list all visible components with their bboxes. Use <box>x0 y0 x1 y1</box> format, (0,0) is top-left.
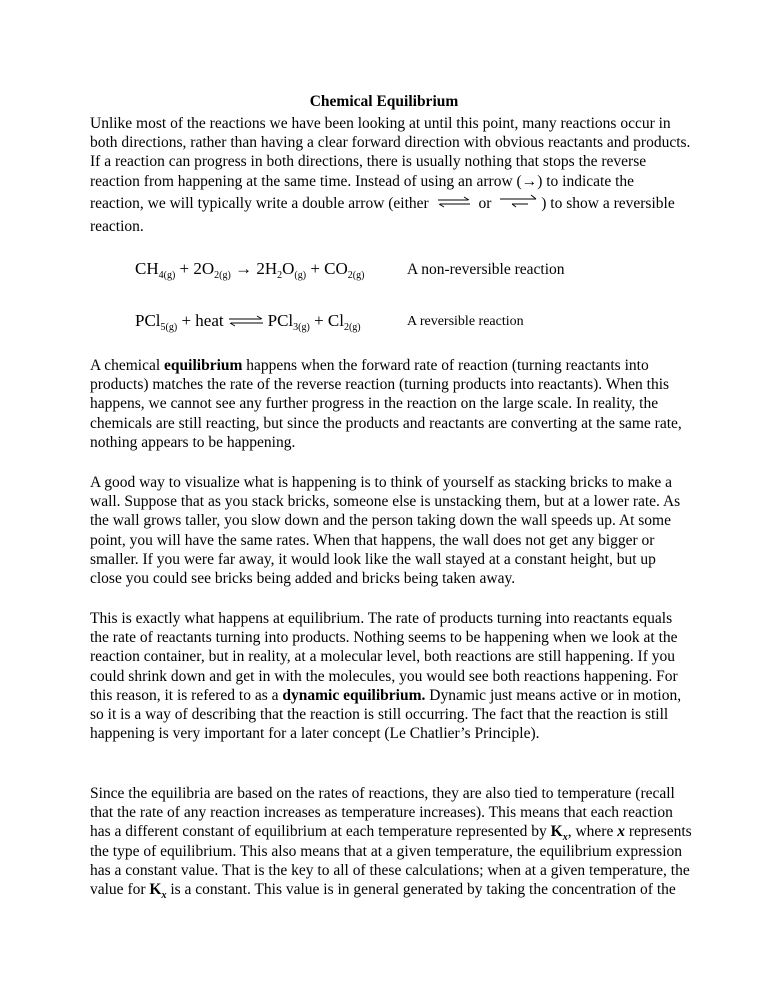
text-line: If a reaction can progress in both directions, there is usually nothing that stops the reverse <box>90 153 647 171</box>
text-line: This is exactly what happens at equilibrium. The rate of products turning into reactants equals <box>90 610 673 627</box>
constant-subscript: x <box>562 832 568 844</box>
intro-paragraph <box>90 114 690 236</box>
formula-part: + heat <box>177 311 224 330</box>
constant-symbol: K <box>550 823 563 841</box>
equation-label: A reversible reaction <box>407 314 524 329</box>
subscript: 2(g) <box>214 270 231 281</box>
text-line: could shrink down and get in with the molecules, you would see both reactions happening. For <box>90 667 678 685</box>
text-line: happening is very important for a later concept (Le Chatlier’s Principle). <box>90 725 540 743</box>
text-fragment: has a different constant of equilibrium at each temperature represented by <box>90 823 551 841</box>
text-line: so it is a way of describing that the reaction is still occurring. The fact that the reaction is still <box>90 705 669 723</box>
formula-part: + CO <box>306 259 348 278</box>
equation-non-reversible <box>135 259 364 279</box>
subscript: 2(g) <box>343 322 361 333</box>
text-fragment: this reason, it is refered to as a <box>90 686 283 704</box>
text-line <box>90 880 690 902</box>
text-line: products) matches the rate of the reverse reaction (turning products into reactants). When this <box>90 376 670 394</box>
text-fragment: reaction, we will typically write a double arrow (either <box>90 194 429 212</box>
equilibrium-arrow-icon <box>227 312 265 332</box>
text-line: reaction from happening at the same time. Instead of using an arrow (→) to indicate the <box>90 172 635 190</box>
text-line: the wall grows taller, you slow down and the person taking down the wall speeds up. At some <box>90 512 671 530</box>
text-line: wall. Suppose that as you stack bricks, someone else is unstacking them, but at a lower rate. As <box>90 493 681 511</box>
formula-part: CH <box>135 259 159 278</box>
dynamic-equilibrium-paragraph <box>90 609 690 743</box>
subscript: 5(g) <box>160 322 178 333</box>
text-line: A good way to visualize what is happening is to think of yourself as stacking bricks to make a <box>90 474 672 491</box>
subscript: 4(g) <box>158 270 176 281</box>
text-fragment: A chemical <box>90 357 165 374</box>
text-fragment: is a constant. This value is in general generated by taking the concentration of the <box>166 880 676 898</box>
subscript: 2(g) <box>347 270 365 281</box>
text-line: both directions, rather than having a clear forward direction with obvious reactants and products. <box>90 134 691 152</box>
equation-reversible <box>135 311 361 332</box>
right-equilibrium-arrow-icon <box>498 191 538 217</box>
text-line: has a constant value. That is the key to all of these calculations; when at a given temperature, the <box>90 861 690 879</box>
text-line: close you could see bricks being added and bricks being taken away. <box>90 569 516 587</box>
left-equilibrium-arrow-icon <box>436 191 472 217</box>
text-fragment: value for <box>90 880 150 898</box>
text-fragment: represents <box>624 823 692 841</box>
subscript: 2 <box>277 270 283 281</box>
text-fragment: Dynamic just means active or in motion, <box>425 686 682 704</box>
text-line <box>90 191 690 217</box>
equation-label: A non-reversible reaction <box>407 261 565 278</box>
text-line: point, you will have the same rates. When that happens, the wall does not get any bigger or <box>90 531 655 549</box>
text-line: chemicals are still reacting, but since the products and reactants are converting at the same rate, <box>90 414 682 432</box>
text-line: reaction. <box>90 217 144 235</box>
text-line <box>90 686 690 705</box>
text-line: the type of equilibrium. This also means that at a given temperature, the equilibrium expression <box>90 842 683 860</box>
text-line: the rate of reactants turning into products. Nothing seems to be happening when we look at the <box>90 629 678 647</box>
temperature-paragraph <box>90 784 692 902</box>
constant-subscript: x <box>161 890 167 902</box>
text-line: that the rate of any reaction increases as temperature increases). This means that each reaction <box>90 804 673 822</box>
equilibrium-paragraph <box>90 356 690 452</box>
formula-part: PCl <box>135 311 161 330</box>
text-line: smaller. If you were far away, it would look like the wall stayed at a constant height, but up <box>90 550 656 568</box>
formula-part: → 2H <box>230 259 278 278</box>
formula-part: + 2O <box>175 259 215 278</box>
text-line <box>90 356 690 375</box>
bold-term: dynamic equilibrium. <box>282 686 426 704</box>
text-line: happens, we cannot see any further progress in the reaction on the large scale. In reality, the <box>90 395 659 413</box>
text-fragment: happens when the forward rate of reaction (turning reactants into <box>242 357 649 374</box>
text-line: reaction container, but in reality, at a molecular level, both reactions are still happening. If you <box>90 648 676 666</box>
formula-part: PCl <box>267 311 294 330</box>
formula-part: + Cl <box>309 311 344 330</box>
page-title: Chemical Equilibrium <box>309 93 459 110</box>
text-line: Since the equilibria are based on the rates of reactions, they are also tied to temperature (recall <box>90 785 675 802</box>
formula-part: O <box>282 259 295 278</box>
text-line: Unlike most of the reactions we have been looking at until this point, many reactions occur in <box>90 115 671 132</box>
text-line: nothing appears to be happening. <box>90 433 296 451</box>
bricks-paragraph <box>90 473 690 588</box>
variable-symbol: x <box>617 823 625 841</box>
text-fragment: ) to show a reversible <box>541 194 675 212</box>
subscript: (g) <box>294 270 307 281</box>
text-fragment: , where <box>567 823 618 841</box>
constant-symbol: K <box>149 880 162 898</box>
bold-term: equilibrium <box>164 357 243 374</box>
text-line <box>90 822 692 844</box>
text-fragment: or <box>478 194 492 212</box>
subscript: 3(g) <box>293 322 310 333</box>
